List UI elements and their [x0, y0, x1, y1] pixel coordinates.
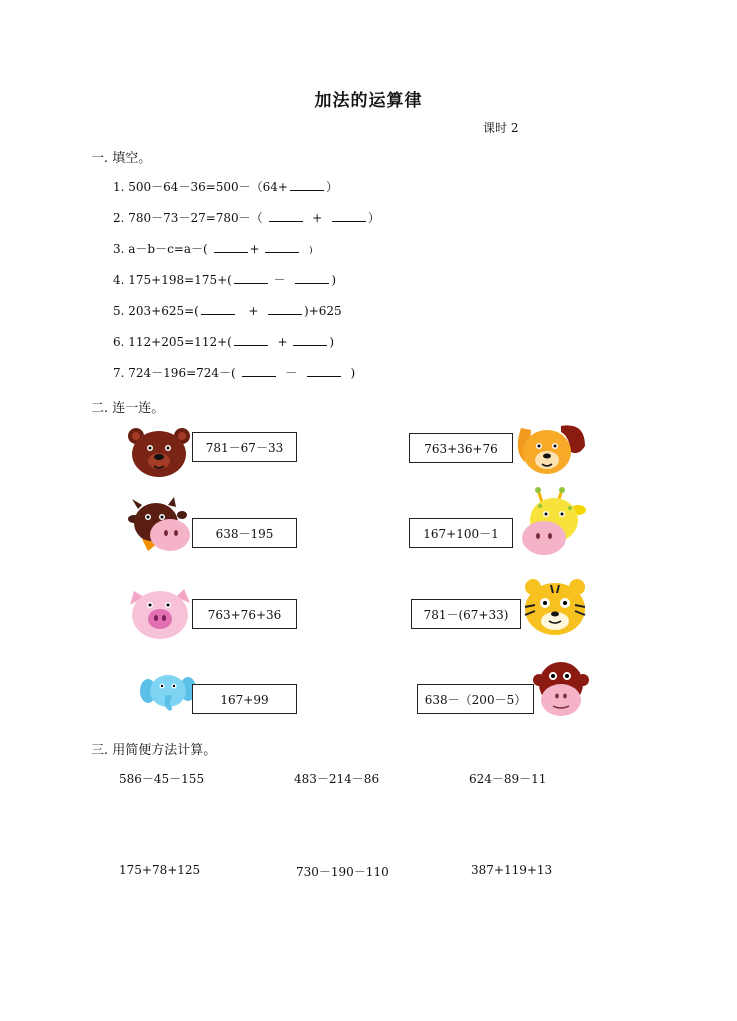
- left-expression-box[interactable]: 638－195: [192, 518, 297, 548]
- answer-blank[interactable]: [234, 271, 268, 284]
- bear-icon: [128, 426, 190, 478]
- page-title: 加法的运算律: [314, 91, 423, 111]
- fill-item-2: 2. 780－73－27=780－（ + ）: [113, 211, 380, 225]
- left-expression-box[interactable]: 167+99: [192, 684, 297, 714]
- calc-problem: 624－89－11: [469, 772, 547, 786]
- answer-blank[interactable]: [332, 209, 366, 222]
- fill-item-4: 4. 175+198=175+( － ): [113, 273, 336, 287]
- answer-blank[interactable]: [268, 302, 302, 315]
- fill-item-7: 7. 724－196=724－( － ): [113, 366, 356, 380]
- dog-icon: [513, 422, 587, 478]
- fill-item-1: 1. 500－64－36=500－（64+ ）: [113, 180, 339, 194]
- giraffe-icon: [512, 488, 588, 558]
- left-expression-box[interactable]: 781－67－33: [192, 432, 297, 462]
- answer-blank[interactable]: [201, 302, 235, 315]
- answer-blank[interactable]: [293, 333, 327, 346]
- fill-item-6: 6. 112+205=112+( + ): [113, 335, 335, 349]
- monkey-icon: [533, 660, 589, 718]
- answer-blank[interactable]: [234, 333, 268, 346]
- calc-problem: 730－190－110: [296, 865, 389, 879]
- tiger-icon: [521, 577, 589, 637]
- cow-icon: [128, 495, 192, 559]
- answer-blank[interactable]: [269, 209, 303, 222]
- pig-icon: [128, 585, 194, 641]
- calc-problem: 387+119+13: [471, 863, 553, 877]
- right-expression-box[interactable]: 167+100－1: [409, 518, 513, 548]
- answer-blank[interactable]: [290, 178, 324, 191]
- left-expression-box[interactable]: 763+76+36: [192, 599, 297, 629]
- section2-heading: 二. 连一连。: [91, 401, 165, 416]
- fill-item-3: 3. a－b－c=a－( + ): [113, 242, 313, 256]
- right-expression-box[interactable]: 638－（200－5）: [417, 684, 534, 714]
- answer-blank[interactable]: [265, 240, 299, 253]
- lesson-label: 课时 2: [483, 121, 519, 135]
- right-expression-box[interactable]: 781－(67+33): [411, 599, 521, 629]
- fill-item-5: 5. 203+625=( + )+625: [113, 304, 342, 318]
- answer-blank[interactable]: [214, 240, 248, 253]
- calc-problem: 586－45－155: [119, 772, 205, 786]
- calc-problem: 175+78+125: [119, 863, 201, 877]
- section1-heading: 一. 填空。: [91, 151, 152, 166]
- right-expression-box[interactable]: 763+36+76: [409, 433, 513, 463]
- answer-blank[interactable]: [295, 271, 329, 284]
- section3-heading: 三. 用简便方法计算。: [91, 743, 217, 758]
- calc-problem: 483－214－86: [294, 772, 380, 786]
- answer-blank[interactable]: [307, 364, 341, 377]
- answer-blank[interactable]: [242, 364, 276, 377]
- elephant-icon: [140, 673, 196, 713]
